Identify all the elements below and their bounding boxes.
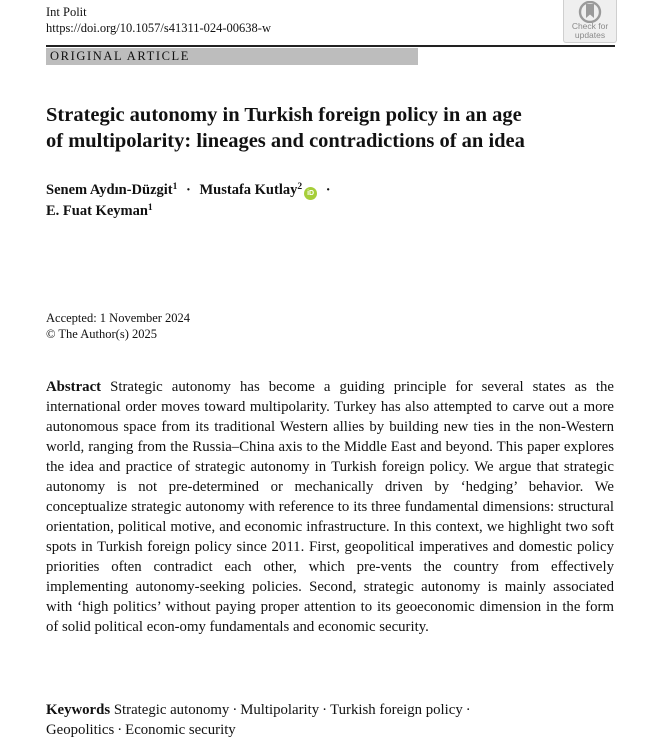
author-separator: · <box>186 182 191 198</box>
keyword-separator: · <box>322 702 328 718</box>
check-for-updates-badge[interactable] <box>563 0 617 43</box>
affiliation-marker[interactable]: 2 <box>297 182 303 192</box>
author-separator: · <box>325 182 331 198</box>
keyword[interactable]: Geopolitics <box>46 722 115 738</box>
keyword[interactable]: Strategic autonomy <box>113 702 230 718</box>
check-for-updates-label: Check for updates <box>571 21 609 40</box>
bookmark-icon <box>577 1 603 23</box>
accepted-date: Accepted: 1 November 2024 <box>46 311 191 325</box>
abstract <box>46 377 614 637</box>
journal-name: Int Polit <box>46 5 87 19</box>
article-type-bar: ORIGINAL ARTICLE <box>46 48 418 65</box>
abstract-label: Abstract <box>46 379 102 395</box>
author-name[interactable]: E. Fuat Keyman <box>46 203 148 219</box>
keywords <box>46 700 614 740</box>
title-line: Strategic autonomy in Turkish foreign policy in an age <box>46 104 522 126</box>
copyright-notice: © The Author(s) 2025 <box>46 327 157 341</box>
article-title <box>46 102 606 154</box>
author-name[interactable]: Mustafa Kutlay <box>199 182 298 198</box>
publication-dates <box>46 310 190 342</box>
title-line: of multipolarity: lineages and contradictions of an idea <box>46 130 525 152</box>
doi-link[interactable]: https://doi.org/10.1057/s41311-024-00638-w <box>46 21 271 35</box>
keyword-separator: · <box>465 702 471 718</box>
affiliation-marker[interactable]: 1 <box>172 182 178 192</box>
author-name[interactable]: Senem Aydın-Düzgit <box>46 182 173 198</box>
author-list <box>46 180 336 222</box>
header-rule <box>46 45 615 47</box>
keyword-separator: · <box>232 702 238 718</box>
keyword-separator: · <box>117 722 123 738</box>
keyword[interactable]: Multipolarity <box>240 702 320 718</box>
keyword[interactable]: Turkish foreign policy <box>330 702 463 718</box>
abstract-text: Strategic autonomy has become a guiding principle for several states as the international order moves toward multipolarity. Turkey has also attempted to carve out a more autonomous space from its traditional Western allies by building new ties in the non-Western world, ranging from the Russia–China axis to the Middle East and beyond. This paper explores the idea and practice of strategic autonomy in Turkish foreign policy. We argue that strategic autonomy is not pre-determined or mechanically driven by ‘hedging’ behavior. We conceptualize strategic autonomy with reference to its three fundamental dimensions: structural orientation, political motive, and economic infrastructure. In this context, we highlight two soft spots in Turkish foreign policy since 2011. First, geopolitical imperatives and domestic policy priorities often contradict each other, which pre-vents the country from effectively implementing autonomy-seeking policies. Second, strategic autonomy is mainly associated with ‘high politics’ without paying proper attention to its geoeconomic dimension in the form of solid political econ-omy fundamentals and economic security. <box>46 379 615 635</box>
orcid-icon[interactable]: iD <box>304 187 317 200</box>
keywords-label: Keywords <box>46 702 111 718</box>
affiliation-marker[interactable]: 1 <box>147 203 153 213</box>
keyword[interactable]: Economic security <box>125 722 236 738</box>
